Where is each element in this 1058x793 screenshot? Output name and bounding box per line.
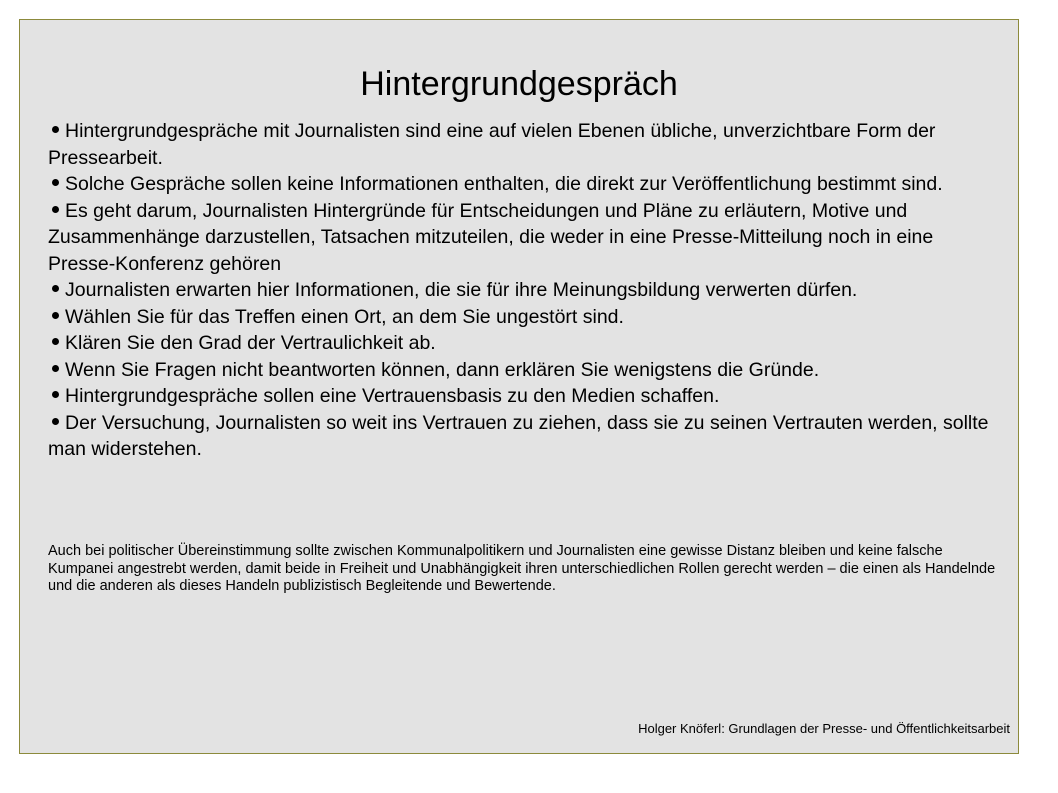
- bullet-dot-icon: [52, 391, 59, 398]
- bullet-item: [48, 304, 992, 331]
- bullet-text: Klären Sie den Grad der Vertraulichkeit ab.: [65, 332, 436, 354]
- bullet-dot-icon: [52, 206, 59, 213]
- bullet-text: Journalisten erwarten hier Informationen, die sie für ihre Meinungsbildung verwerten dürfen.: [65, 279, 858, 301]
- bullet-item: [48, 330, 992, 357]
- bullet-dot-icon: [52, 418, 59, 425]
- bullet-dot-icon: [52, 365, 59, 372]
- bullet-list: [48, 118, 992, 463]
- page-title: Hintergrundgespräch: [360, 65, 678, 103]
- bullet-text: Es geht darum, Journalisten Hintergründe für Entscheidungen und Pläne zu erläutern, Motive und Zusammenhänge darzustellen, Tatsachen mitzuteilen, die weder in eine Presse-Mitteilung noch in eine Presse-Konferenz gehören: [48, 199, 934, 275]
- bullet-dot-icon: [52, 285, 59, 292]
- bullet-text: Hintergrundgespräche sollen eine Vertrauensbasis zu den Medien schaffen.: [65, 385, 720, 407]
- bullet-item: [48, 410, 992, 463]
- bullet-text: Wählen Sie für das Treffen einen Ort, an dem Sie ungestört sind.: [65, 305, 624, 328]
- bullet-text: Der Versuchung, Journalisten so weit ins Vertrauen zu ziehen, dass sie zu seinen Vertrauten werden, sollte man widerstehen.: [48, 411, 989, 460]
- bullet-dot-icon: [52, 179, 59, 186]
- slide: [19, 19, 1019, 754]
- bullet-text: Hintergrundgespräche mit Journalisten sind eine auf vielen Ebenen übliche, unverzichtbare Form der Pressearbeit.: [48, 120, 936, 169]
- bullet-item: [48, 171, 992, 198]
- bullet-item: [48, 383, 992, 410]
- bullet-text: Wenn Sie Fragen nicht beantworten können, dann erklären Sie wenigstens die Gründe.: [65, 358, 820, 381]
- bullet-item: [48, 198, 992, 278]
- bullet-dot-icon: [52, 338, 59, 345]
- footer-credit: Holger Knöferl: Grundlagen der Presse- und Öffentlichkeitsarbeit: [638, 721, 1010, 736]
- bullet-dot-icon: [52, 312, 59, 319]
- bullet-text: Solche Gespräche sollen keine Informationen enthalten, die direkt zur Veröffentlichung bestimmt sind.: [65, 173, 943, 195]
- bullet-item: [48, 277, 992, 304]
- bullet-dot-icon: [52, 126, 59, 133]
- bullet-item: [48, 118, 992, 171]
- bullet-item: [48, 357, 992, 384]
- note-paragraph: Auch bei politischer Übereinstimmung sollte zwischen Kommunalpolitikern und Journalisten eine gewisse Distanz bleiben und keine falsche Kumpanei angestrebt werden, damit beide in Freiheit und Unabhängigkeit ihren unterschiedlichen Rollen gerecht werden – die einen als Handelnde und die anderen als dieses Handeln publizistisch Begleitende und Bewertende.: [48, 543, 996, 594]
